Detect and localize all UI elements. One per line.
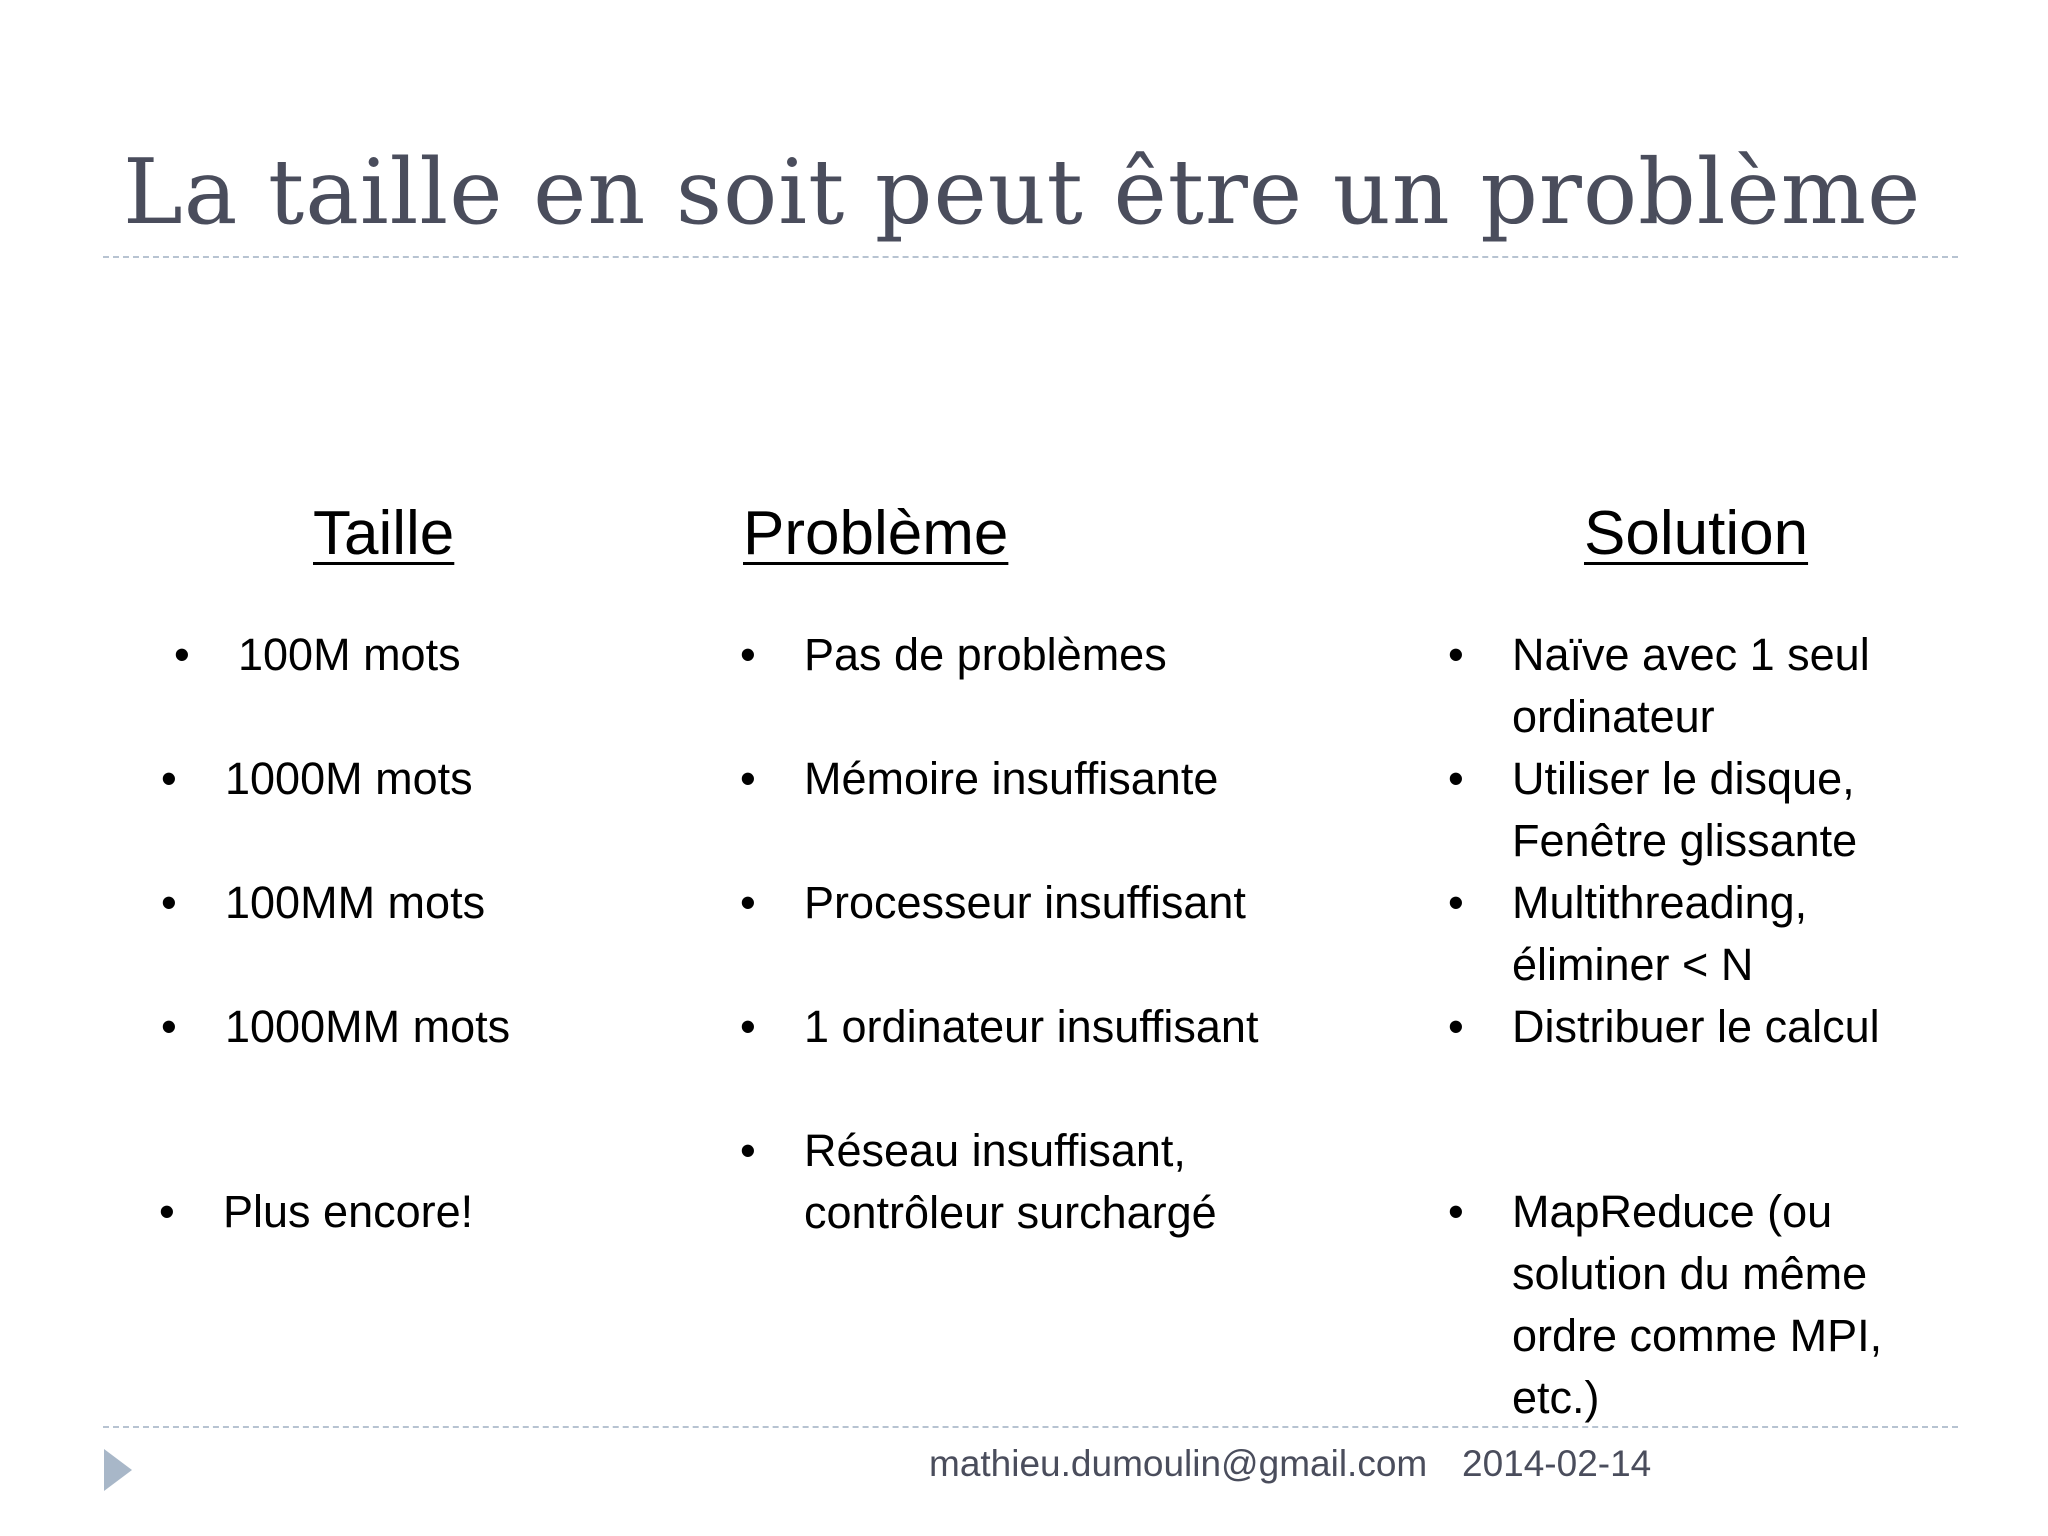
slide-title: La taille en soit peut être un problème [123, 140, 1922, 245]
bullet-dot: • [1448, 753, 1464, 804]
bullet-dot: • [1448, 1001, 1464, 1052]
bullet-dot: • [174, 629, 190, 680]
solution-item: • Distribuer le calcul [1512, 996, 1880, 1058]
taille-item: • 100MM mots [225, 872, 485, 934]
title-divider [103, 256, 1958, 258]
bullet-dot: • [161, 753, 177, 804]
taille-item: • 1000MM mots [225, 996, 510, 1058]
heading-solution: Solution [1584, 499, 1809, 568]
solution-item: • Utiliser le disque, Fenêtre glissante [1512, 748, 1857, 872]
probleme-item: • Processeur insuffisant [804, 872, 1246, 934]
bullet-dot: • [161, 1001, 177, 1052]
bullet-dot: • [1448, 877, 1464, 928]
footer-date: 2014-02-14 [1462, 1443, 1652, 1484]
heading-taille: Taille [313, 499, 455, 568]
solution-item: • Multithreading, éliminer < N [1512, 872, 1807, 996]
probleme-item: • Pas de problèmes [804, 624, 1167, 686]
bullet-dot: • [161, 877, 177, 928]
taille-item: • Plus encore! [223, 1181, 473, 1243]
probleme-item: • Mémoire insuffisante [804, 748, 1218, 810]
play-arrow-icon [104, 1449, 132, 1491]
heading-probleme: Problème [743, 499, 1009, 568]
solution-item: • MapReduce (ou solution du même ordre comme MPI, etc.) [1512, 1181, 1882, 1429]
bullet-dot: • [1448, 629, 1464, 680]
footer-divider [103, 1426, 1958, 1428]
taille-item: • 1000M mots [225, 748, 473, 810]
bullet-dot: • [1448, 1186, 1464, 1237]
bullet-dot: • [740, 877, 756, 928]
footer-email: mathieu.dumoulin@gmail.com [929, 1443, 1428, 1484]
solution-item: • Naïve avec 1 seul ordinateur [1512, 624, 1870, 748]
bullet-dot: • [740, 1125, 756, 1176]
bullet-dot: • [159, 1186, 175, 1237]
probleme-item: • Réseau insuffisant, contrôleur surchargé [804, 1120, 1217, 1244]
probleme-item: • 1 ordinateur insuffisant [804, 996, 1258, 1058]
bullet-dot: • [740, 753, 756, 804]
bullet-dot: • [740, 1001, 756, 1052]
bullet-dot: • [740, 629, 756, 680]
taille-item: • 100M mots [238, 624, 461, 686]
